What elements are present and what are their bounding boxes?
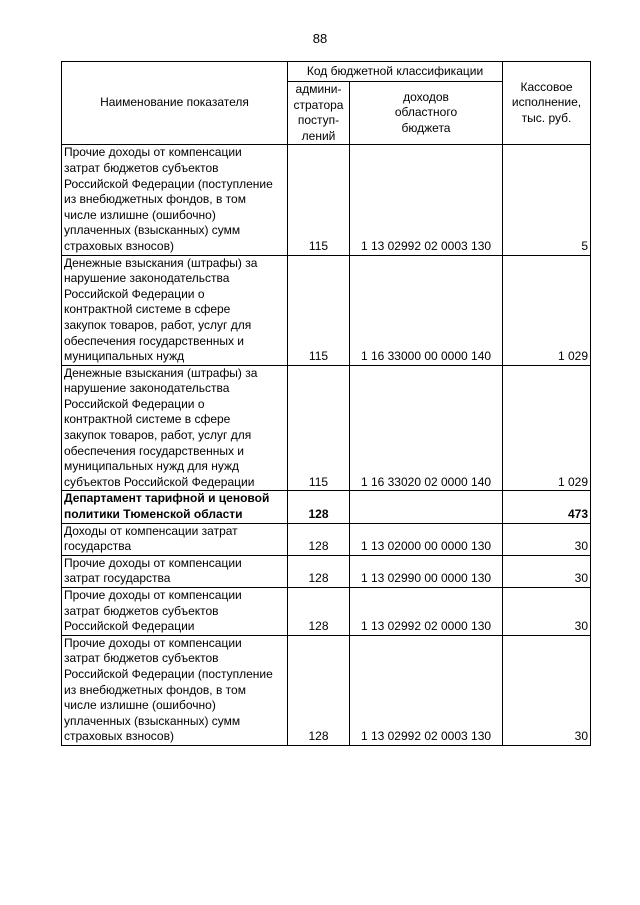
table-body — [62, 145, 591, 746]
cash-execution-cell: 30 — [503, 635, 591, 745]
table-row — [62, 145, 591, 255]
income-code-cell — [350, 491, 503, 523]
indicator-name-cell: Доходы от компенсации затрат государства — [62, 523, 288, 555]
income-code-cell: 1 16 33000 00 0000 140 — [350, 255, 503, 365]
cash-execution-cell: 30 — [503, 555, 591, 587]
indicator-name-cell: Прочие доходы от компенсации затрат бюджетов субъектов Российской Федерации — [62, 588, 288, 636]
table-row — [62, 635, 591, 745]
header-administrator: админи- стратора поступ- лений — [288, 82, 350, 145]
indicator-name-cell: Прочие доходы от компенсации затрат бюджетов субъектов Российской Федерации (поступление из внебюджетных фондов, в том числе излишне (ошибочно) уплаченных (взысканных) сумм страховых взносов) — [62, 145, 288, 255]
income-code-cell: 1 13 02992 02 0003 130 — [350, 145, 503, 255]
administrator-code-cell: 128 — [288, 523, 350, 555]
indicator-name-cell: Денежные взыскания (штрафы) за нарушение законодательства Российской Федерации о контрактной системе в сфере закупок товаров, работ, услуг для обеспечения государственных и муниципальных нужд для нужд субъектов Российской Федерации — [62, 365, 288, 491]
cash-execution-cell: 1 029 — [503, 365, 591, 491]
page-number: 88 — [312, 31, 328, 46]
table-row — [62, 365, 591, 491]
administrator-code-cell: 115 — [288, 145, 350, 255]
income-code-cell: 1 13 02000 00 0000 130 — [350, 523, 503, 555]
header-name: Наименование показателя — [62, 62, 288, 145]
income-code-cell: 1 13 02992 02 0000 130 — [350, 588, 503, 636]
indicator-name-cell: Департамент тарифной и ценовой политики Тюменской области — [62, 491, 288, 523]
administrator-code-cell: 128 — [288, 588, 350, 636]
administrator-code-cell: 115 — [288, 365, 350, 491]
administrator-code-cell: 115 — [288, 255, 350, 365]
cash-execution-cell: 473 — [503, 491, 591, 523]
table-header — [62, 62, 591, 145]
cash-execution-cell: 1 029 — [503, 255, 591, 365]
income-code-cell: 1 16 33020 02 0000 140 — [350, 365, 503, 491]
administrator-code-cell: 128 — [288, 635, 350, 745]
administrator-code-cell: 128 — [288, 555, 350, 587]
administrator-code-cell: 128 — [288, 491, 350, 523]
header-regional-income: доходов областного бюджета — [350, 82, 503, 145]
cash-execution-cell: 30 — [503, 523, 591, 555]
table-row — [62, 255, 591, 365]
indicator-name-cell: Прочие доходы от компенсации затрат государства — [62, 555, 288, 587]
table-row — [62, 555, 591, 587]
table-row — [62, 588, 591, 636]
table-row — [62, 491, 591, 523]
header-cash-execution: Кассовое исполнение, тыс. руб. — [503, 62, 591, 145]
cash-execution-cell: 30 — [503, 588, 591, 636]
indicator-name-cell: Денежные взыскания (штрафы) за нарушение законодательства Российской Федерации о контрактной системе в сфере закупок товаров, работ, услуг для обеспечения государственных и муниципальных нужд — [62, 255, 288, 365]
income-code-cell: 1 13 02990 00 0000 130 — [350, 555, 503, 587]
table-row — [62, 523, 591, 555]
indicator-name-cell: Прочие доходы от компенсации затрат бюджетов субъектов Российской Федерации (поступление из внебюджетных фондов, в том числе излишне (ошибочно) уплаченных (взысканных) сумм страховых взносов) — [62, 635, 288, 745]
header-classification-group: Код бюджетной классификации — [288, 62, 503, 82]
budget-table — [61, 61, 591, 746]
cash-execution-cell: 5 — [503, 145, 591, 255]
income-code-cell: 1 13 02992 02 0003 130 — [350, 635, 503, 745]
